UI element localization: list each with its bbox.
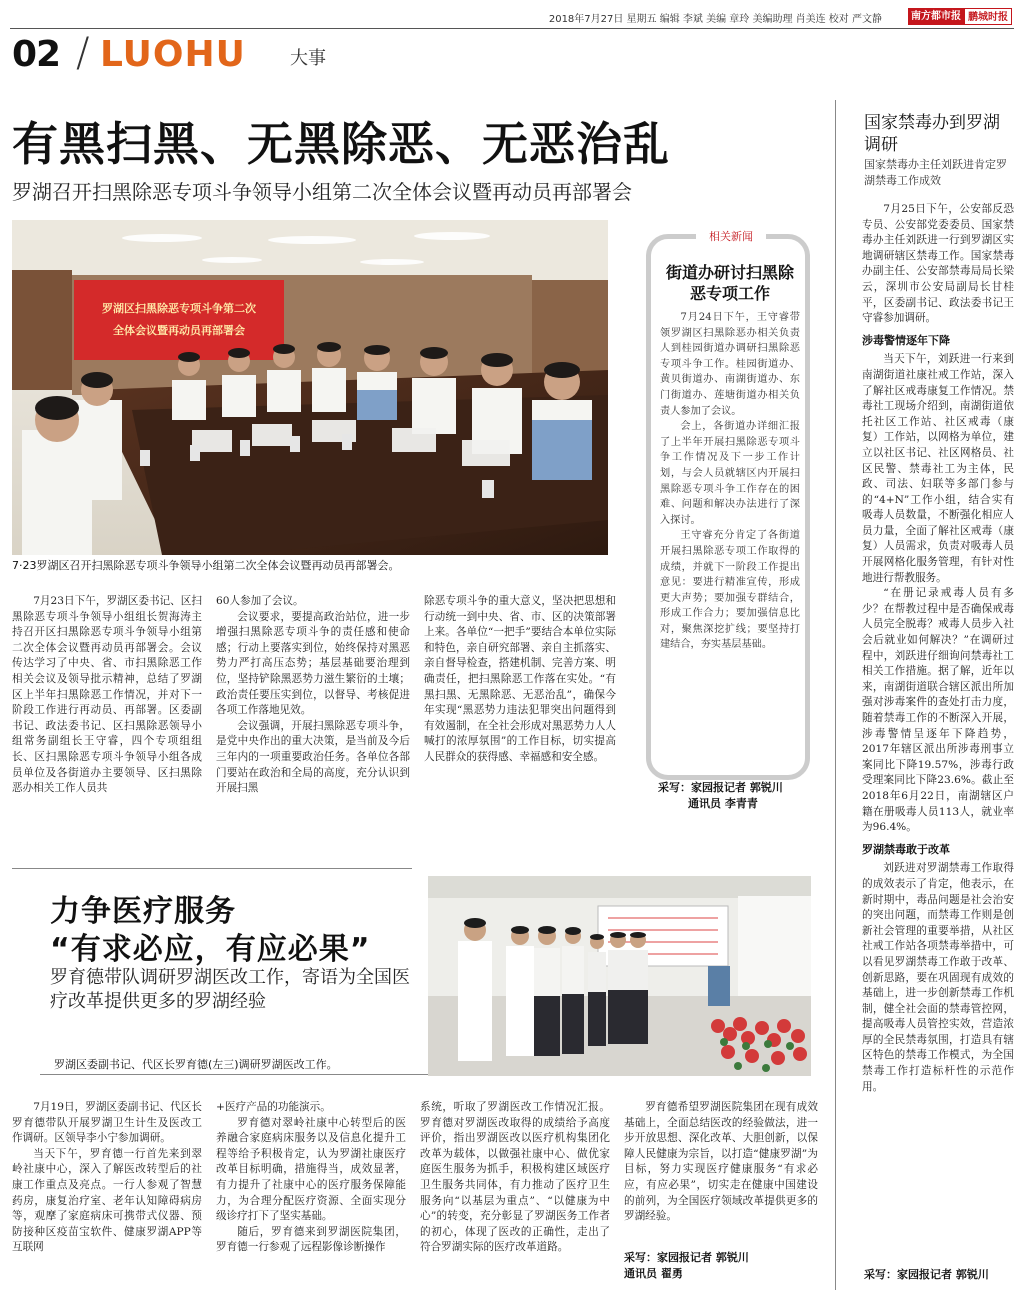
section-subtitle: 大事 bbox=[290, 48, 326, 69]
story2-credit bbox=[624, 1250, 824, 1282]
paragraph: +医疗产品的功能演示。 bbox=[216, 1101, 331, 1113]
section-divider-slash: / bbox=[76, 30, 90, 76]
right-story-subheading: 罗湖禁毒敢于改革 bbox=[862, 842, 950, 856]
brand-left: 南方都市报 bbox=[908, 8, 964, 25]
paragraph: 会议要求，要提高政治站位，进一步增强扫黑除恶专项斗争的责任感和使命感；行动上要落实到位，始终保持对黑恶势力严打高压态势；基层基础要治理到位，坚持铲除黑恶势力滋生繁衍的土壤；政治责任要压实到位，以督导、考核促进各项工作落地见效。 bbox=[216, 610, 410, 717]
right-story-subheading: 涉毒警情逐年下降 bbox=[862, 333, 950, 347]
paragraph: 7月19日，罗湖区委副书记、代区长罗育德带队开展罗湖卫生计生及医改工作调研。区领导李小宁参加调研。 bbox=[12, 1101, 202, 1145]
section-name: LUOHU bbox=[100, 34, 246, 75]
related-news-credit bbox=[658, 780, 818, 812]
photo-caption: 7·23罗湖区召开扫黑除恶专项斗争领导小组第二次全体会议暨再动员再部署会。 bbox=[12, 559, 400, 572]
story-separator bbox=[12, 868, 412, 869]
right-story-body bbox=[862, 202, 1014, 1095]
paragraph: 7月25日下午，公安部反恐专员、公安部党委委员、国家禁毒办主任刘跃进一行到罗湖区实地调研辖区禁毒工作。国家禁毒办副主任、公安部禁毒局局长梁云，深圳市公安局副局长甘桂平，区委副书记、政法委书记王守睿参加调研。 bbox=[862, 203, 1014, 325]
header-rule bbox=[10, 28, 1014, 29]
credit-correspondent: 通讯员 翟勇 bbox=[624, 1267, 683, 1280]
story1-column-3 bbox=[424, 594, 616, 834]
paragraph: 60人参加了会议。 bbox=[216, 595, 304, 607]
paragraph: 随后，罗育德来到罗湖医院集团，罗育德一行参观了远程影像诊断操作 bbox=[216, 1225, 406, 1254]
page-header bbox=[0, 0, 1024, 30]
paragraph: 7月23日下午，罗湖区委书记、区扫黑除恶专项斗争领导小组组长贺海涛主持召开区扫黑除恶专项斗争领导小组第二次全体会议暨再动员再部署会。会议传达学习了中央、省、市扫黑除恶工作相关会议及领导批示精神，总结了罗湖区上半年扫黑除恶工作情况，并对下一阶段工作进行再动员、再部署。区委副书记、政法委书记、区扫黑除恶领导小组常务副组长王守睿，四个专项组组长、区扫黑除恶专项斗争领导小组各成员单位及各街道办主要领导、区扫黑除恶办相关工作人员共 bbox=[12, 595, 202, 795]
main-headline: 有黑扫黑、无黑除恶、无恶治乱 bbox=[12, 117, 670, 171]
caption-rule bbox=[40, 1074, 428, 1075]
masthead-logo bbox=[908, 8, 1012, 25]
paragraph: 会上，各街道办详细汇报了上半年开展扫黑除恶专项斗争工作情况及下一步工作计划，与会人员就辖区内开展扫黑除恶专项斗争工作存在的困难、问题和解决办法进行了深入探讨。 bbox=[660, 421, 800, 526]
credit-correspondent: 通讯员 李青青 bbox=[688, 797, 758, 810]
paragraph: 刘跃进对罗湖禁毒工作取得的成效表示了肯定，他表示，在新时期中，毒品问题是社会治安的突出问题，而禁毒工作则是创新社会管理的重要举措，从社区社戒工作站各项禁毒举措中，可以看见罗湖禁毒工作敢于改革、创新思路，要在巩固现有成效的基础上，进一步创新禁毒工作机制，健全社会面的禁毒管控网，提高吸毒人员管控实效，营造浓厚的全民禁毒氛围，打造具有辖区特色的禁毒工作模式，为全国禁毒工作打造标杆性的示范作用。 bbox=[862, 862, 1014, 1093]
right-story-subtitle: 国家禁毒办主任刘跃进肯定罗湖禁毒工作成效 bbox=[864, 158, 1007, 187]
main-subheadline: 罗湖召开扫黑除恶专项斗争领导小组第二次全体会议暨再动员再部署会 bbox=[12, 180, 632, 204]
right-story-credit: 采写：家园报记者 郭锐川 bbox=[864, 1268, 989, 1281]
page-number: 02 bbox=[12, 34, 61, 75]
paragraph: “在册记录戒毒人员有多少？在帮教过程中是否确保戒毒人员完全脱毒？戒毒人员步入社会后就业如何解决？”在调研过程中，刘跃进仔细询问禁毒社工相关工作措施。据了解，近年以来，南湖街道联合辖区派出所加强对涉毒案件的查处打击力度，随着禁毒工作的不断深入开展，涉毒警情呈逐年下降趋势，2017年辖区派出所涉毒刑事立案同比下降19.57%，涉毒行政受理案同比下降23.6%。截止至2018年6月22日，南湖辖区户籍在册吸毒人员113人，就业率为96.4%。 bbox=[862, 587, 1014, 834]
paragraph: 当天下午，罗育德一行首先来到翠岭社康中心，深入了解医改转型后的社康工作重点及亮点。一行人参观了智慧药房，康复治疗室、老年认知障碍病房等，观摩了家庭病床可携带式仪器、预防接种区疫苗宝软件、健康罗湖APP等互联网 bbox=[12, 1147, 202, 1254]
related-news-tag: 相关新闻 bbox=[696, 228, 766, 244]
meeting-photo bbox=[12, 220, 608, 555]
hospital-visit-photo bbox=[428, 876, 811, 1076]
paragraph: 除恶专项斗争的重大意义，坚决把思想和行动统一到中央、省、市、区的决策部署上来。各单位“一把手”要结合本单位实际和特色，亲自研究部署、亲自主抓落实、亲自督导检查，搭建机制、完善方案、明确责任，把扫黑除恶工作落在实处。“有黑扫黑、无黑除恶、无恶治乱”，确保今年实现“黑恶势力违法犯罪突出问题得到有效遏制，在全社会形成对黑恶势力人人喊打的浓厚氛围”的工作目标，切实提高人民群众的获得感、幸福感和安全感。 bbox=[424, 595, 616, 763]
related-news-body bbox=[660, 310, 800, 653]
brand-right: 鹏城时报 bbox=[964, 8, 1012, 25]
story2-column-4 bbox=[624, 1100, 818, 1248]
banner-line-2: 全体会议暨再动员再部署会 bbox=[113, 324, 245, 337]
issue-meta: 2018年7月27日 星期五 编辑 李斌 美编 章玲 美编助理 肖美连 校对 严文静 bbox=[548, 14, 882, 25]
story1-column-1 bbox=[12, 594, 202, 834]
paragraph: 王守睿充分肯定了各街道开展扫黑除恶专项工作取得的成绩，并就下一阶段工作提出意见：要进行精准宣传，形成更大声势；要加强专群结合，形成工作合力；要加强信息比对，聚焦深挖扩线；要坚持打建结合，夯实基层基础。 bbox=[660, 530, 800, 651]
paragraph: 7月24日下午，王守睿带领罗湖区扫黑除恶办相关负责人到桂园街道办调研扫黑除恶专项斗争工作。桂园街道办、黄贝街道办、南湖街道办、东门街道办、莲塘街道办相关负责人参加了会议。 bbox=[660, 312, 800, 417]
paragraph: 会议强调，开展扫黑除恶专项斗争，是党中央作出的重大决策，是当前及今后三年内的一项重要政治任务。各单位各部门要站在政治和全局的高度，充分认识到开展扫黑 bbox=[216, 719, 410, 795]
credit-reporter: 采写：家园报记者 郭锐川 bbox=[624, 1251, 749, 1264]
story2-headline-2: “有求必应，有应必果” bbox=[50, 932, 371, 967]
column-divider bbox=[835, 100, 836, 1290]
paragraph: 系统，听取了罗湖医改工作情况汇报。罗育德对罗湖医改取得的成绩给予高度评价，指出罗湖医改以医疗机构集团化改革为载体，以做强社康中心、做优家庭医生服务为抓手，积极构建区域医疗卫生服务共同体，有力推动了医疗卫生服务向“以基层为重点”、“以健康为中心”的转变，充分彰显了罗湖医务工作者的初心，体现了医改的正确性，走出了符合罗湖实际的医疗改革道路。 bbox=[420, 1101, 610, 1254]
credit-reporter: 采写：家园报记者 郭锐川 bbox=[658, 781, 783, 794]
story2-column-3 bbox=[420, 1100, 610, 1295]
paragraph: 罗育德希望罗湖医院集团在现有成效基础上，全面总结医改的经验做法，进一步开放思想、深化改革、大胆创新，以保障人民健康为宗旨，以打造“健康罗湖”为目标，努力实现医疗健康服务“有求必应，有应必果”，切实走在健康中国建设的前列，为全国医疗领域改革提供更多的罗湖经验。 bbox=[624, 1101, 818, 1223]
related-news-title: 街道办研讨扫黑除恶专项工作 bbox=[665, 263, 794, 303]
paragraph: 当天下午，刘跃进一行来到南湖街道社康社戒工作站，深入了解社区戒毒康复工作情况。禁毒社工现场介绍到，南湖街道依托社区工作站、社区戒毒（康复）工作站，以网格为单位，建立以社区书记、社区网格员、社区民警、禁毒社工为主体，民政、司法、妇联等多部门参与的“4+N”工作小组，结合实有吸毒人员数量，不断强化相应人员力量，全面了解社区戒毒（康复）人员需求，负责对吸毒人员开展网格化服务管理，有针对性地进行帮教服务。 bbox=[862, 353, 1014, 584]
right-story-title: 国家禁毒办到罗湖调研 bbox=[864, 113, 1000, 155]
story2-column-2 bbox=[216, 1100, 406, 1295]
paragraph: 罗育德对翠岭社康中心转型后的医养融合家庭病床服务以及信息化提升工程等给予积极肯定，认为罗湖社康医疗改革目标明确，措施得当，成效显著，有力提升了社康中心的医疗服务保障能力，为合理分配医疗资源、全面实现分级诊疗打下了坚实基础。 bbox=[216, 1116, 406, 1223]
story2-subheadline: 罗育德带队调研罗湖医改工作，寄语为全国医疗改革提供更多的罗湖经验 bbox=[50, 967, 410, 1012]
story2-column-1 bbox=[12, 1100, 202, 1295]
photo-caption: 罗湖区委副书记、代区长罗育德(左三)调研罗湖医改工作。 bbox=[54, 1058, 338, 1071]
banner-line-1: 罗湖区扫黑除恶专项斗争第二次 bbox=[102, 302, 256, 315]
story1-column-2 bbox=[216, 594, 410, 834]
story2-headline-1: 力争医疗服务 bbox=[50, 894, 236, 929]
